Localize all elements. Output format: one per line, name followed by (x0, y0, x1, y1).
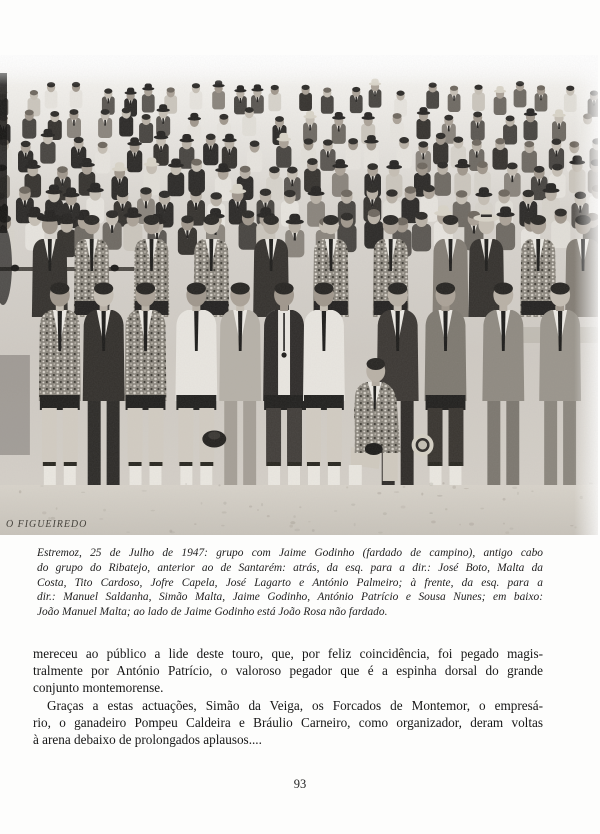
text-line: mereceu ao público a lide deste touro, que, por feliz coincidência, foi pegado magis- (33, 646, 543, 661)
group-photo-illustration (0, 55, 598, 535)
text-line: Costa, Tito Cardoso, Jofre Capela, José Lagarto e António Palmeiro; à frente, da esq. para a (37, 576, 543, 589)
text-line: Estremoz, 25 de Julho de 1947: grupo com Jaime Godinho (fardado de campino), antigo cabo (37, 547, 543, 559)
photo-scene (0, 55, 598, 535)
text-line: tralmente por António Patrício, o valoroso pegador que é a espinha dorsal do grande (33, 663, 543, 679)
text-line: à arena debaixo de prolongados aplausos.... (33, 732, 262, 748)
text-line: conjunto montemorense. (33, 680, 164, 696)
text-line: Graças a estas actuações, Simão da Veiga, os Forcados de Montemor, o empresá- (47, 697, 543, 713)
text-line: João Manuel Malta; ao lado de Jaime Godinho está João Rosa não fardado. (37, 606, 388, 619)
body-text (33, 645, 543, 748)
text-line: do grupo do Ribatejo, anterior ao de Santarém: atrás, da esq. para a dir.: José Boto, Malta da (37, 561, 543, 574)
paragraph (33, 645, 543, 697)
group-photo (0, 55, 598, 535)
page-number: 93 (293, 777, 307, 791)
paragraph (33, 697, 543, 749)
photo-caption (37, 546, 543, 620)
text-line: dir.: Manuel Saldanha, Simão Malta, Jaime Godinho, António Patrício e Sousa Nunes; em baixo: (37, 591, 543, 604)
text-line: rio, o ganadeiro Pompeu Caldeira e Bráulio Carneiro, como organizador, deram voltas (33, 714, 543, 730)
photo-credit: O FIGUEIREDO (5, 518, 88, 531)
